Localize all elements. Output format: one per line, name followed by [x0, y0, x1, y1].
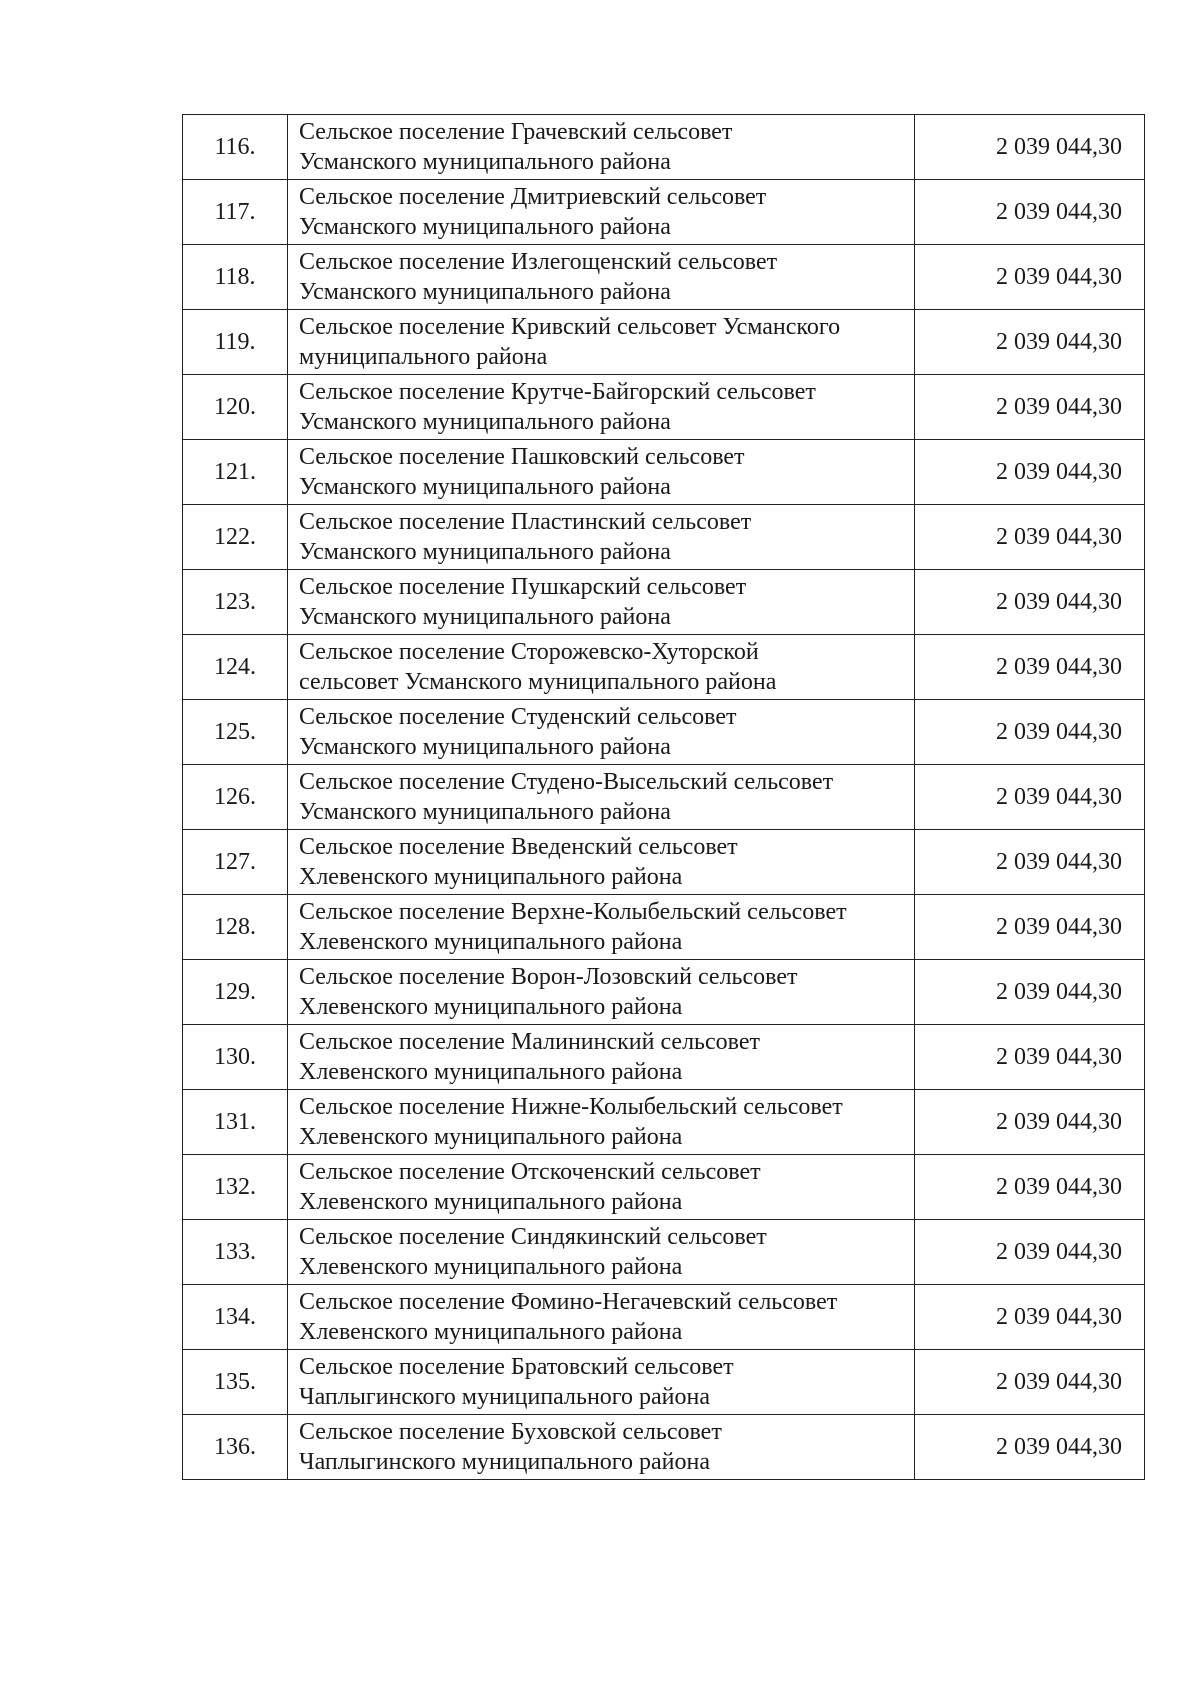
amount-cell: 2 039 044,30	[915, 115, 1145, 180]
row-number-cell: 124.	[183, 635, 288, 700]
amount-cell: 2 039 044,30	[915, 765, 1145, 830]
table-row	[183, 1350, 1145, 1415]
table-row	[183, 1415, 1145, 1480]
table-row	[183, 310, 1145, 375]
settlement-name-cell	[288, 1025, 915, 1090]
table-row	[183, 895, 1145, 960]
row-number-cell: 128.	[183, 895, 288, 960]
amount-cell: 2 039 044,30	[915, 310, 1145, 375]
settlement-name-cell	[288, 505, 915, 570]
amount-cell: 2 039 044,30	[915, 1090, 1145, 1155]
table-row	[183, 1155, 1145, 1220]
settlement-name-cell	[288, 765, 915, 830]
table-row	[183, 1090, 1145, 1155]
amount-cell: 2 039 044,30	[915, 895, 1145, 960]
settlement-name-line-1: Сельское поселение Дмитриевский сельсовет	[299, 184, 767, 210]
table-row	[183, 1220, 1145, 1285]
settlement-name-line-2: Хлевенского муниципального района	[299, 929, 683, 955]
amount-cell: 2 039 044,30	[915, 570, 1145, 635]
settlement-name-line-2: Усманского муниципального района	[299, 734, 671, 760]
settlement-name-line-1: Сельское поселение Излегощенский сельсовет	[299, 249, 778, 275]
table-row	[183, 635, 1145, 700]
table-row	[183, 180, 1145, 245]
settlement-name-line-2: Усманского муниципального района	[299, 149, 671, 175]
amount-cell: 2 039 044,30	[915, 245, 1145, 310]
row-number-cell: 132.	[183, 1155, 288, 1220]
settlement-name-line-1: Сельское поселение Пластинский сельсовет	[299, 509, 752, 535]
amount-cell: 2 039 044,30	[915, 635, 1145, 700]
row-number-cell: 130.	[183, 1025, 288, 1090]
settlement-name-line-1: Сельское поселение Малининский сельсовет	[299, 1029, 760, 1055]
table-row	[183, 1285, 1145, 1350]
amount-cell: 2 039 044,30	[915, 1350, 1145, 1415]
settlement-name-line-1: Сельское поселение Введенский сельсовет	[299, 834, 738, 860]
amount-cell: 2 039 044,30	[915, 1415, 1145, 1480]
settlement-name-line-2: Хлевенского муниципального района	[299, 864, 683, 890]
settlement-name-cell	[288, 310, 915, 375]
row-number-cell: 123.	[183, 570, 288, 635]
settlement-name-line-2: муниципального района	[299, 344, 548, 370]
settlement-name-cell	[288, 1350, 915, 1415]
settlement-name-line-1: Сельское поселение Синдякинский сельсовет	[299, 1224, 767, 1250]
settlement-name-cell	[288, 635, 915, 700]
table-row	[183, 115, 1145, 180]
settlement-name-line-1: Сельское поселение Отскоченский сельсовет	[299, 1159, 761, 1185]
settlement-name-line-2: Усманского муниципального района	[299, 799, 671, 825]
table-body	[183, 115, 1145, 1480]
settlement-name-line-1: Сельское поселение Сторожевско-Хуторской	[299, 639, 759, 665]
allocation-table	[182, 114, 1145, 1480]
settlement-name-line-1: Сельское поселение Фомино-Негачевский сельсовет	[299, 1289, 838, 1315]
settlement-name-line-2: Усманского муниципального района	[299, 214, 671, 240]
amount-cell: 2 039 044,30	[915, 1155, 1145, 1220]
settlement-name-line-1: Сельское поселение Кривский сельсовет Усманского	[299, 314, 841, 340]
row-number-cell: 131.	[183, 1090, 288, 1155]
row-number-cell: 120.	[183, 375, 288, 440]
table-row	[183, 375, 1145, 440]
table-row	[183, 830, 1145, 895]
row-number-cell: 129.	[183, 960, 288, 1025]
table-row	[183, 570, 1145, 635]
amount-cell: 2 039 044,30	[915, 1285, 1145, 1350]
settlement-name-line-1: Сельское поселение Ворон-Лозовский сельсовет	[299, 964, 798, 990]
amount-cell: 2 039 044,30	[915, 505, 1145, 570]
table-row	[183, 700, 1145, 765]
table-row	[183, 765, 1145, 830]
table-row	[183, 960, 1145, 1025]
row-number-cell: 119.	[183, 310, 288, 375]
settlement-name-cell	[288, 1285, 915, 1350]
settlement-name-line-2: сельсовет Усманского муниципального района	[299, 669, 777, 695]
settlement-name-cell	[288, 1090, 915, 1155]
settlement-name-line-1: Сельское поселение Братовский сельсовет	[299, 1354, 734, 1380]
settlement-name-cell	[288, 1220, 915, 1285]
settlement-name-cell	[288, 895, 915, 960]
row-number-cell: 122.	[183, 505, 288, 570]
settlement-name-cell	[288, 115, 915, 180]
table-row	[183, 440, 1145, 505]
settlement-name-line-2: Хлевенского муниципального района	[299, 1189, 683, 1215]
settlement-name-line-2: Хлевенского муниципального района	[299, 1059, 683, 1085]
settlement-name-line-2: Хлевенского муниципального района	[299, 1124, 683, 1150]
settlement-name-cell	[288, 960, 915, 1025]
row-number-cell: 126.	[183, 765, 288, 830]
settlement-name-cell	[288, 570, 915, 635]
table-row	[183, 505, 1145, 570]
amount-cell: 2 039 044,30	[915, 1025, 1145, 1090]
settlement-name-line-1: Сельское поселение Крутче-Байгорский сельсовет	[299, 379, 816, 405]
settlement-name-line-1: Сельское поселение Грачевский сельсовет	[299, 119, 733, 145]
amount-cell: 2 039 044,30	[915, 1220, 1145, 1285]
row-number-cell: 134.	[183, 1285, 288, 1350]
amount-cell: 2 039 044,30	[915, 700, 1145, 765]
settlement-name-cell	[288, 180, 915, 245]
row-number-cell: 121.	[183, 440, 288, 505]
settlement-name-line-1: Сельское поселение Пушкарский сельсовет	[299, 574, 747, 600]
row-number-cell: 125.	[183, 700, 288, 765]
settlement-name-line-2: Чаплыгинского муниципального района	[299, 1449, 711, 1475]
settlement-name-line-1: Сельское поселение Нижне-Колыбельский сельсовет	[299, 1094, 843, 1120]
amount-cell: 2 039 044,30	[915, 440, 1145, 505]
settlement-name-cell	[288, 1155, 915, 1220]
row-number-cell: 135.	[183, 1350, 288, 1415]
amount-cell: 2 039 044,30	[915, 180, 1145, 245]
settlement-name-line-2: Усманского муниципального района	[299, 539, 671, 565]
settlement-name-line-2: Чаплыгинского муниципального района	[299, 1384, 711, 1410]
settlement-name-line-2: Хлевенского муниципального района	[299, 1319, 683, 1345]
amount-cell: 2 039 044,30	[915, 375, 1145, 440]
settlement-name-cell	[288, 700, 915, 765]
row-number-cell: 133.	[183, 1220, 288, 1285]
row-number-cell: 117.	[183, 180, 288, 245]
row-number-cell: 127.	[183, 830, 288, 895]
settlement-name-line-1: Сельское поселение Пашковский сельсовет	[299, 444, 745, 470]
settlement-name-line-2: Усманского муниципального района	[299, 279, 671, 305]
row-number-cell: 116.	[183, 115, 288, 180]
settlement-name-line-1: Сельское поселение Буховской сельсовет	[299, 1419, 722, 1445]
settlement-name-line-2: Хлевенского муниципального района	[299, 1254, 683, 1280]
table-row	[183, 1025, 1145, 1090]
settlement-name-line-1: Сельское поселение Студено-Высельский сельсовет	[299, 769, 834, 795]
settlement-name-line-2: Усманского муниципального района	[299, 409, 671, 435]
settlement-name-cell	[288, 1415, 915, 1480]
settlement-name-cell	[288, 245, 915, 310]
settlement-name-cell	[288, 375, 915, 440]
table-row	[183, 245, 1145, 310]
settlement-name-line-2: Усманского муниципального района	[299, 474, 671, 500]
settlement-name-line-2: Хлевенского муниципального района	[299, 994, 683, 1020]
settlement-name-line-1: Сельское поселение Верхне-Колыбельский сельсовет	[299, 899, 847, 925]
row-number-cell: 118.	[183, 245, 288, 310]
amount-cell: 2 039 044,30	[915, 960, 1145, 1025]
row-number-cell: 136.	[183, 1415, 288, 1480]
amount-cell: 2 039 044,30	[915, 830, 1145, 895]
settlement-name-line-2: Усманского муниципального района	[299, 604, 671, 630]
settlement-name-line-1: Сельское поселение Студенский сельсовет	[299, 704, 737, 730]
settlement-name-cell	[288, 830, 915, 895]
settlement-name-cell	[288, 440, 915, 505]
